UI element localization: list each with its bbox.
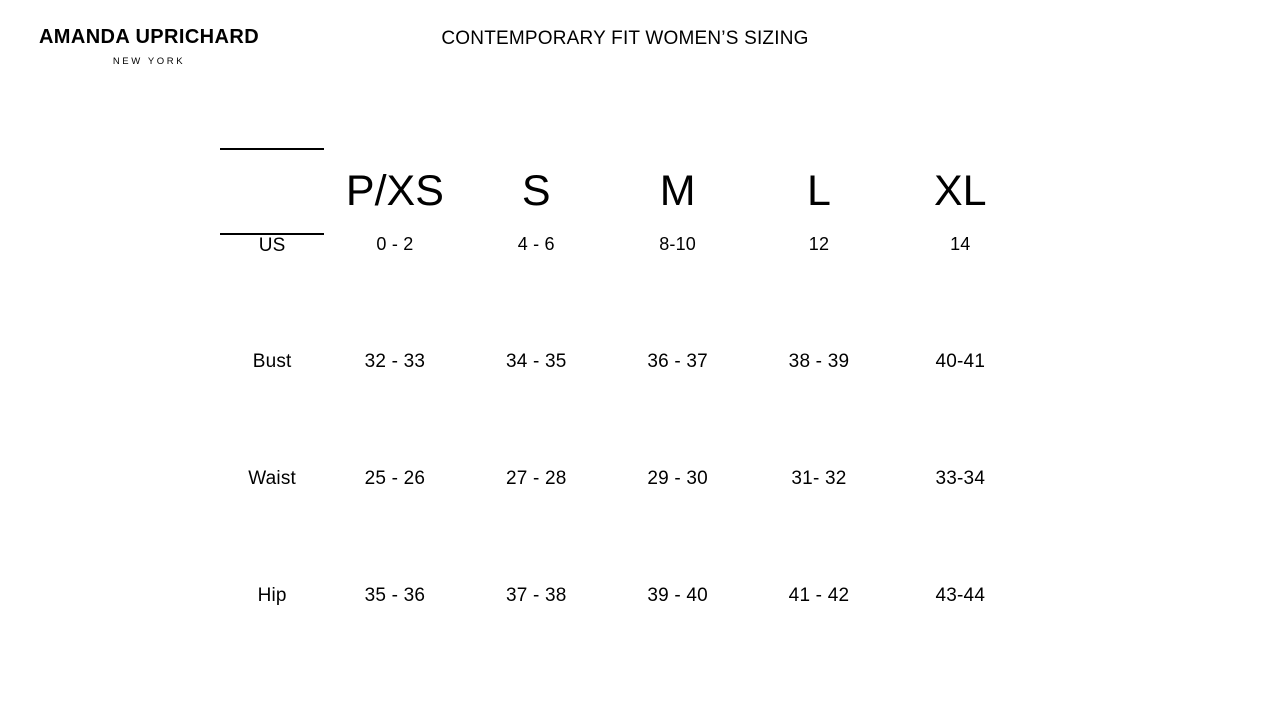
cell-hip-xl: 43-44: [935, 585, 986, 606]
cell-bust-s: 34 - 35: [505, 351, 567, 372]
cell-hip-pxs: 35 - 36: [364, 585, 426, 606]
page-title: CONTEMPORARY FIT WOMEN’S SIZING: [441, 28, 809, 49]
cell-us-m: 8-10: [659, 234, 697, 254]
size-chart-table: [220, 148, 1031, 702]
cell-bust-pxs: 32 - 33: [364, 351, 426, 372]
size-chart: [220, 148, 1031, 702]
table-row-us: [220, 234, 1031, 351]
cell-waist-m: 29 - 30: [647, 468, 708, 489]
brand-subtitle: NEW YORK: [112, 56, 186, 67]
table-row-waist: [220, 468, 1031, 585]
cell-waist-pxs: 25 - 26: [364, 468, 426, 489]
cell-bust-xl: 40-41: [935, 351, 986, 372]
table-header-row: [220, 149, 1031, 234]
table-row-hip: [220, 585, 1031, 702]
brand-name: AMANDA UPRICHARD: [38, 26, 260, 48]
cell-waist-l: 31- 32: [791, 468, 847, 489]
cell-waist-s: 27 - 28: [505, 468, 567, 489]
cell-bust-l: 38 - 39: [788, 351, 850, 372]
cell-hip-l: 41 - 42: [788, 585, 850, 606]
column-header-l: L: [806, 167, 831, 215]
cell-bust-m: 36 - 37: [647, 351, 708, 372]
column-header-m: M: [659, 167, 696, 215]
cell-hip-m: 39 - 40: [647, 585, 708, 606]
column-header-s: S: [521, 167, 551, 215]
cell-us-pxs: 0 - 2: [376, 234, 414, 254]
row-label-us: US: [258, 235, 286, 256]
cell-hip-s: 37 - 38: [505, 585, 567, 606]
table-row-bust: [220, 351, 1031, 468]
column-header-pxs: P/XS: [345, 167, 444, 215]
header-corner: [220, 149, 324, 234]
row-label-waist: Waist: [248, 468, 297, 489]
cell-us-xl: 14: [950, 234, 971, 254]
row-label-bust: Bust: [252, 351, 292, 372]
column-header-xl: XL: [934, 167, 987, 215]
cell-us-s: 4 - 6: [517, 234, 555, 254]
cell-waist-xl: 33-34: [935, 468, 986, 489]
cell-us-l: 12: [808, 234, 830, 254]
row-label-hip: Hip: [257, 585, 287, 606]
